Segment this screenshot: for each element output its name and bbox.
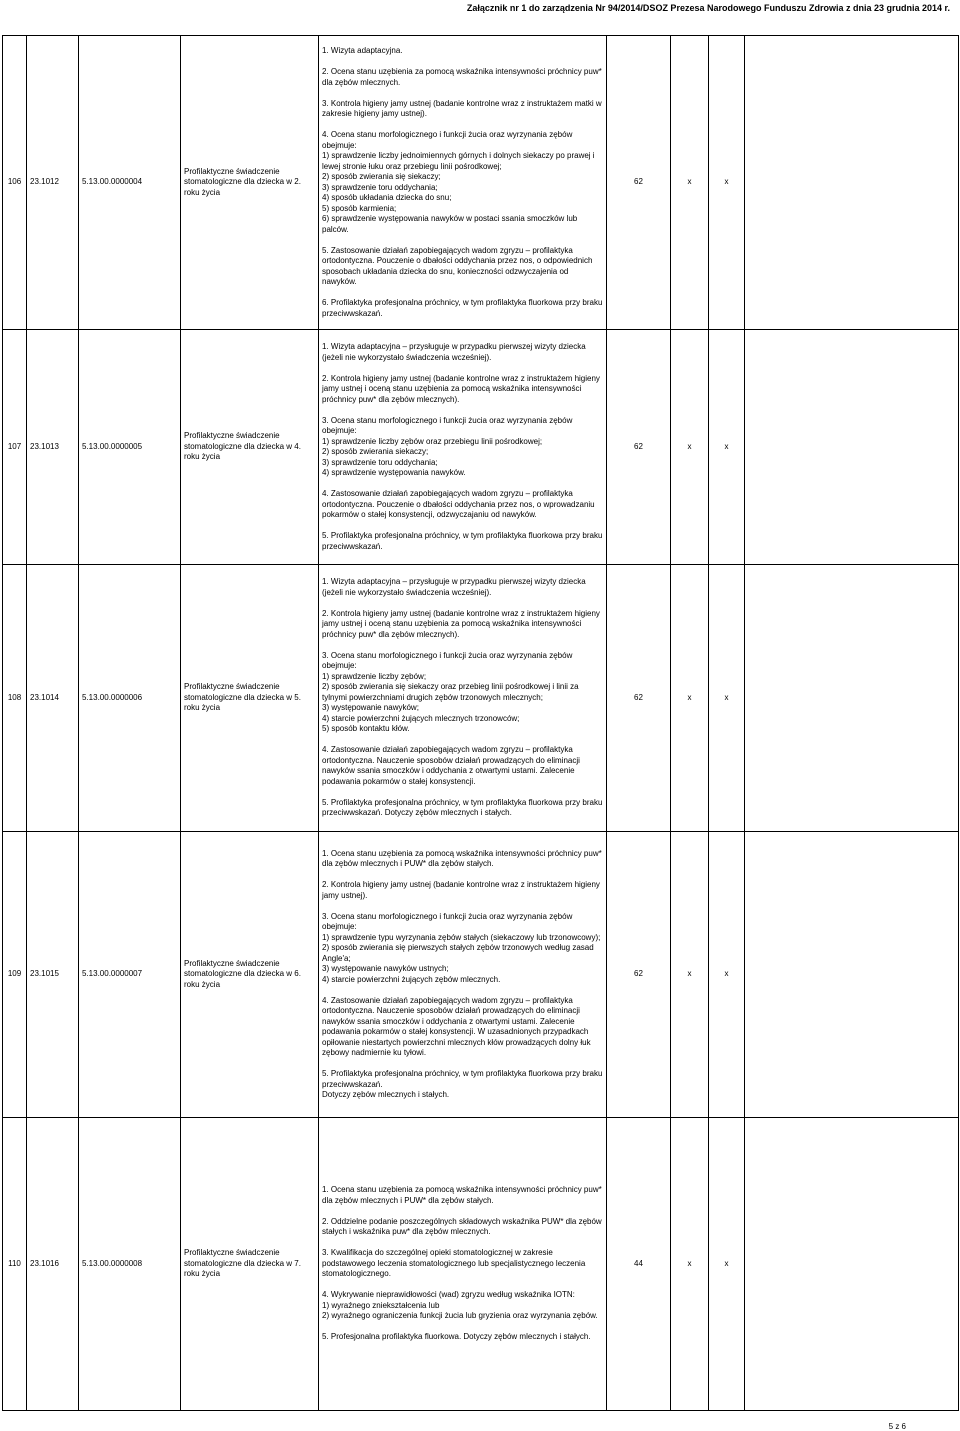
marker-x: x — [709, 832, 745, 1118]
description-paragraph: 3. Ocena stanu morfologicznego i funkcji żucia oraz wyrzynania zębów obejmuje: 1) sprawdzenie liczby zębów oraz przebiegu linii pośrodkowej; 2) sposób zwierania siekaczy; 3) sprawdzenie toru oddychania; 4) sprawdzenie występowania nawyków. — [322, 415, 573, 477]
service-description — [319, 1118, 607, 1411]
table-body — [3, 36, 959, 1411]
description-paragraph: 5. Profilaktyka profesjonalna próchnicy, w tym profilaktyka fluorkowa przy braku przeciwwskazań. — [322, 531, 603, 551]
service-description — [319, 330, 607, 565]
marker-x: x — [671, 832, 709, 1118]
description-paragraph: 3. Ocena stanu morfologicznego i funkcji żucia oraz wyrzynania zębów obejmuje: 1) sprawdzenie typu wyrzynania zębów stałych (siekaczowy lub trzonowcowy); 2) sposób zwierania się pierwszych stałych zębów trzonowych według zasad Angle'a; 3) występowanie nawyków ustnych; 4) starcie powierzchni żujących zębów mlecznych. — [322, 911, 601, 984]
nfz-product-code: 5.13.00.0000004 — [79, 36, 181, 330]
description-paragraph: 1. Wizyta adaptacyjna – przysługuje w przypadku pierwszej wizyty dziecka (jeżeli nie wykorzystało świadczenia wcześniej). — [322, 342, 586, 362]
empty-cell — [745, 832, 959, 1118]
empty-cell — [745, 1118, 959, 1411]
row-number: 109 — [3, 832, 27, 1118]
point-value: 44 — [607, 1118, 671, 1411]
empty-cell — [745, 565, 959, 832]
description-paragraph: 4. Zastosowanie działań zapobiegających wadom zgryzu – profilaktyka ortodontyczna. Nauczenie sposobów działań prowadzących do eliminacji nawyków ssania smoczków i oddychania z otwartymi ustami. Zalecenie podawania pokarmów o stałej konsystencji. — [322, 745, 580, 786]
point-value: 62 — [607, 330, 671, 565]
nfz-product-code: 5.13.00.0000005 — [79, 330, 181, 565]
marker-x: x — [709, 565, 745, 832]
table-row — [3, 36, 959, 330]
marker-x: x — [709, 36, 745, 330]
description-paragraph: 5. Profilaktyka profesjonalna próchnicy, w tym profilaktyka fluorkowa przy braku przeciwwskazań. Dotyczy zębów mlecznych i stałych. — [322, 1069, 603, 1099]
procedure-code: 23.1012 — [27, 36, 79, 330]
description-paragraph: 2. Kontrola higieny jamy ustnej (badanie kontrolne wraz z instruktażem higieny jamy ustnej). — [322, 880, 600, 900]
marker-x: x — [671, 1118, 709, 1411]
procedure-code: 23.1013 — [27, 330, 79, 565]
description-paragraph: 2. Kontrola higieny jamy ustnej (badanie kontrolne wraz z instruktażem higieny jamy ustnej i oceną stanu uzębienia za pomocą wskaźnika intensywności próchnicy puw* dla zębów mlecznych). — [322, 608, 600, 639]
description-paragraph: 3. Kontrola higieny jamy ustnej (badanie kontrolne wraz z instruktażem matki w zakresie higieny jamy ustnej). — [322, 98, 602, 118]
empty-cell — [745, 36, 959, 330]
service-name: Profilaktyczne świadczenie stomatologiczne dla dziecka w 7. roku życia — [181, 1118, 319, 1411]
description-paragraph: 2. Kontrola higieny jamy ustnej (badanie kontrolne wraz z instruktażem higieny jamy ustnej i oceną stanu uzębienia za pomocą wskaźnika intensywności próchnicy puw* dla zębów mlecznych). — [322, 373, 600, 404]
table-row — [3, 832, 959, 1118]
description-paragraph: 2. Ocena stanu uzębienia za pomocą wskaźnika intensywności próchnicy puw* dla zębów mlecznych. — [322, 67, 602, 87]
procedure-code: 23.1014 — [27, 565, 79, 832]
marker-x: x — [671, 565, 709, 832]
nfz-product-code: 5.13.00.0000007 — [79, 832, 181, 1118]
description-paragraph: 5. Zastosowanie działań zapobiegających wadom zgryzu – profilaktyka ortodontyczna. Pouczenie o dbałości oddychania przez nos, o odpowiednich sposobach układania dziecka do snu, konieczności odzwyczajenia od nawyków. — [322, 245, 593, 286]
description-paragraph: 3. Ocena stanu morfologicznego i funkcji żucia oraz wyrzynania zębów obejmuje: 1) sprawdzenie liczby zębów; 2) sposób zwierania się siekaczy oraz przebieg linii pośrodkowej i linii za tylnymi powierzchniami drugich zębów trzonowych mlecznych; 3) występowanie nawyków; 4) starcie powierzchni żujących mlecznych trzonowców; 5) sposób kontaktu kłów. — [322, 650, 579, 734]
table-row — [3, 565, 959, 832]
table-row — [3, 1118, 959, 1411]
empty-cell — [745, 330, 959, 565]
procedure-code: 23.1016 — [27, 1118, 79, 1411]
description-paragraph: 2. Oddzielne podanie poszczególnych składowych wskaźnika PUW* dla zębów stałych i wskaźnika puw* dla zębów mlecznych. — [322, 1216, 602, 1237]
procedures-table — [2, 35, 959, 1411]
marker-x: x — [709, 1118, 745, 1411]
point-value: 62 — [607, 36, 671, 330]
description-paragraph: 5. Profilaktyka profesjonalna próchnicy, w tym profilaktyka fluorkowa przy braku przeciwwskazań. Dotyczy zębów mlecznych i stałych. — [322, 797, 603, 818]
description-paragraph: 1. Ocena stanu uzębienia za pomocą wskaźnika intensywności próchnicy puw* dla zębów mlecznych i PUW* dla zębów stałych. — [322, 848, 602, 868]
row-number: 106 — [3, 36, 27, 330]
marker-x: x — [709, 330, 745, 565]
nfz-product-code: 5.13.00.0000008 — [79, 1118, 181, 1411]
description-paragraph: 4. Zastosowanie działań zapobiegających wadom zgryzu – profilaktyka ortodontyczna. Pouczenie o dbałości oddychania przez nos, o wprowadzaniu pokarmów o stałej konsystencji, odzwyczajaniu od nawyków. — [322, 489, 595, 519]
description-paragraph: 1. Ocena stanu uzębienia za pomocą wskaźnika intensywności próchnicy puw* dla zębów mlecznych i PUW* dla zębów stałych. — [322, 1185, 602, 1205]
description-paragraph: 6. Profilaktyka profesjonalna próchnicy, w tym profilaktyka fluorkowa przy braku przeciwwskazań. — [322, 298, 603, 318]
service-description — [319, 565, 607, 832]
service-description — [319, 832, 607, 1118]
description-paragraph: 4. Zastosowanie działań zapobiegających wadom zgryzu – profilaktyka ortodontyczna. Nauczenie sposobów działań prowadzących do eliminacji nawyków ssania smoczków i oddychania z otwartymi ustami. Zalecenie podawania pokarmów o stałej konsystencji. W uzasadnionych przypadkach opiłowanie niestartych powierzchni mlecznych kłów prowadzących dolny łuk zębowy nadmiernie ku tyłowi. — [322, 995, 591, 1057]
service-description — [319, 36, 607, 330]
row-number: 108 — [3, 565, 27, 832]
procedure-code: 23.1015 — [27, 832, 79, 1118]
point-value: 62 — [607, 565, 671, 832]
marker-x: x — [671, 330, 709, 565]
service-name: Profilaktyczne świadczenie stomatologiczne dla dziecka w 6. roku życia — [181, 832, 319, 1118]
row-number: 107 — [3, 330, 27, 565]
row-number: 110 — [3, 1118, 27, 1411]
description-paragraph: 3. Kwalifikacja do szczególnej opieki stomatologicznej w zakresie podstawowego leczenia stomatologicznego lub specjalistycznego leczenia stomatologicznego. — [322, 1248, 586, 1279]
service-name: Profilaktyczne świadczenie stomatologiczne dla dziecka w 5. roku życia — [181, 565, 319, 832]
point-value: 62 — [607, 832, 671, 1118]
service-name: Profilaktyczne świadczenie stomatologiczne dla dziecka w 2. roku życia — [181, 36, 319, 330]
table-row — [3, 330, 959, 565]
description-paragraph: 4. Wykrywanie nieprawidłowości (wad) zgryzu według wskaźnika IOTN: 1) wyraźnego zniekształcenia lub 2) wyraźnego ograniczenia funkcji żucia lub gryzienia oraz wyrzynania zębów. — [322, 1290, 598, 1321]
service-name: Profilaktyczne świadczenie stomatologiczne dla dziecka w 4. roku życia — [181, 330, 319, 565]
nfz-product-code: 5.13.00.0000006 — [79, 565, 181, 832]
page-number: 5 z 6 — [888, 1422, 906, 1431]
marker-x: x — [671, 36, 709, 330]
description-paragraph: 1. Wizyta adaptacyjna. — [322, 46, 403, 55]
description-paragraph: 1. Wizyta adaptacyjna – przysługuje w przypadku pierwszej wizyty dziecka (jeżeli nie wykorzystało świadczenia wcześniej). — [322, 577, 586, 597]
description-paragraph: 4. Ocena stanu morfologicznego i funkcji żucia oraz wyrzynania zębów obejmuje: 1) sprawdzenie liczby jednoimiennych górnych i dolnych siekaczy po prawej i lewej stronie łuku oraz przebiegu linii pośrodkowej; 2) sposób zwierania się siekaczy; 3) sprawdzenie toru oddychania; 4) sposób układania dziecka do snu; 5) sposób karmienia; 6) sprawdzenie występowania nawyków w postaci ssania smoczków lub palców. — [322, 130, 595, 234]
description-paragraph: 5. Profesjonalna profilaktyka fluorkowa. Dotyczy zębów mlecznych i stałych. — [322, 1332, 591, 1342]
document-header: Załącznik nr 1 do zarządzenia Nr 94/2014/DSOZ Prezesa Narodowego Funduszu Zdrowia z dnia 23 grudnia 2014 r. — [466, 3, 950, 13]
